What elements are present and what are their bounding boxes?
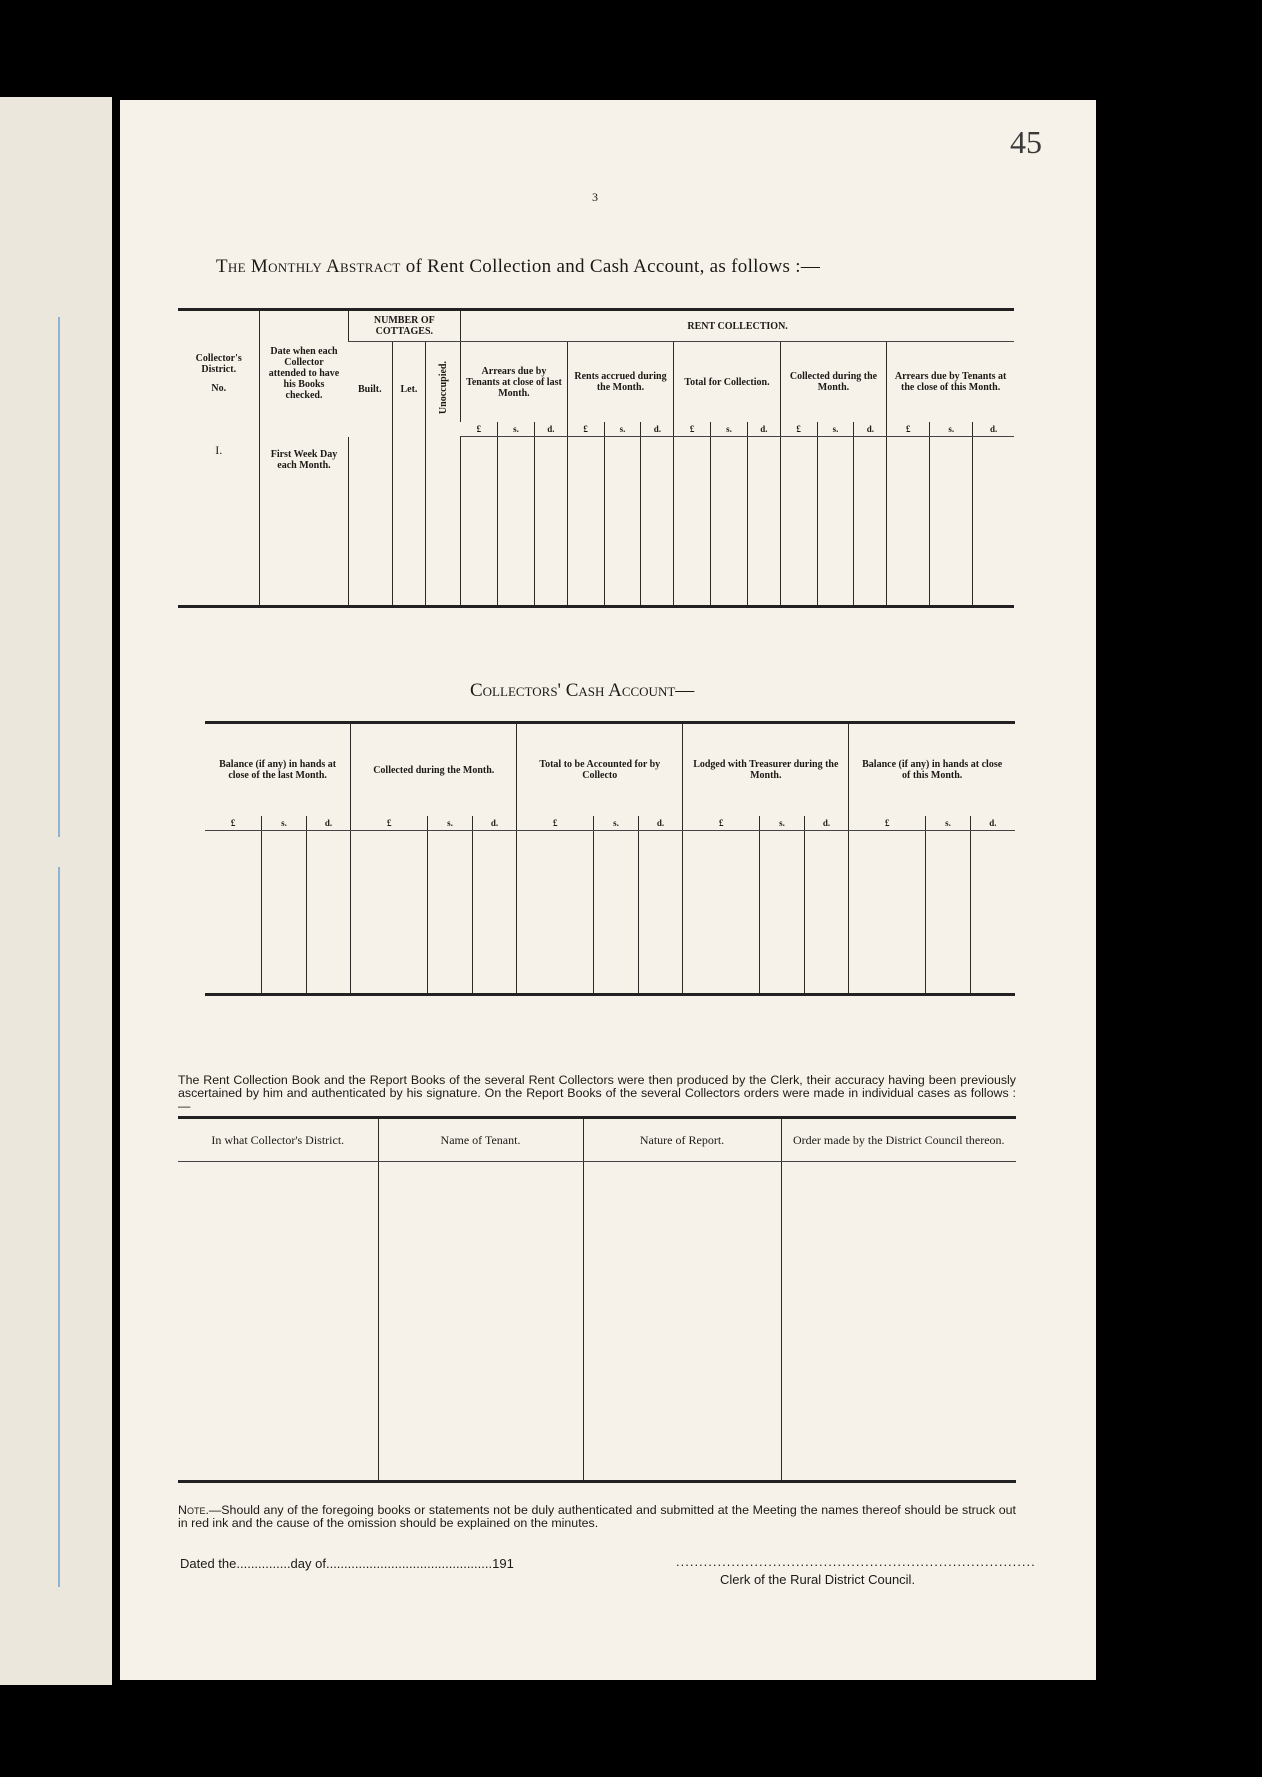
note-text: —Should any of the foregoing books or statements not be duly authenticated and submitted at the Meeting the names thereof should be struck out in red ink and the cause of the omission should be explained on the minutes. (178, 1503, 1016, 1531)
unit-pounds: £ (461, 422, 498, 437)
report-paragraph: The Rent Collection Book and the Report Books of the several Rent Collectors were then produced by the Clerk, their accuracy having been previously ascertained by him and authenticated by his signature. On the Report Books of the several Collectors orders were made in individual cases as follows :— (178, 1073, 1016, 1114)
rent-col-accrued: Rents accrued during the Month. (567, 342, 674, 423)
clerk-signature-label: Clerk of the Rural District Council. (720, 1572, 916, 1587)
report-table (178, 1116, 1016, 1483)
unit-pounds: £ (849, 816, 926, 831)
report-col-nature: Nature of Report. (583, 1118, 781, 1162)
page-number: 45 (1010, 124, 1042, 160)
unit-pounds: £ (351, 816, 428, 831)
col-district-label: Collector's District. (195, 353, 242, 376)
title-lead: The Monthly Abstract (216, 256, 401, 277)
left-page-edge (0, 97, 112, 1685)
unit-pence: d. (804, 816, 849, 831)
row-date: First Week Day each Month. (260, 437, 348, 607)
table-row (178, 1162, 1016, 1482)
col-unoccupied (426, 342, 461, 437)
unit-shillings: s. (760, 816, 805, 831)
report-col-tenant: Name of Tenant. (378, 1118, 583, 1162)
page-title (216, 256, 820, 278)
unit-shillings: s. (498, 422, 535, 437)
cash-col-total: Total to be Accounted for by Collecto (517, 723, 683, 817)
report-col-district: In what Collector's District. (178, 1118, 378, 1162)
col-unoccupied-label: Unoccupied. (437, 361, 449, 415)
cottages-group-header: NUMBER OF COTTAGES. (348, 310, 461, 342)
unit-shillings: s. (262, 816, 307, 831)
cash-col-balance-this: Balance (if any) in hands at close of this Month. (849, 723, 1015, 817)
title-rest: of Rent Collection and Cash Account, as follows :— (400, 256, 821, 277)
cash-col-balance-last: Balance (if any) in hands at close of the last Month. (205, 723, 351, 817)
unit-pounds: £ (683, 816, 760, 831)
col-date-header: Date when each Collector attended to have his Books checked. (260, 310, 348, 437)
unit-pence: d. (641, 422, 674, 437)
unit-pence: d. (747, 422, 780, 437)
col-district-header (178, 310, 260, 437)
unit-shillings: s. (926, 816, 971, 831)
unit-shillings: s. (594, 816, 639, 831)
unit-shillings: s. (604, 422, 641, 437)
table-row (205, 831, 1015, 995)
unit-pounds: £ (517, 816, 594, 831)
unit-pence: d. (472, 816, 517, 831)
cash-col-lodged: Lodged with Treasurer during the Month. (683, 723, 849, 817)
rent-group-header: RENT COLLECTION. (461, 310, 1014, 342)
left-page-ruling (0, 867, 60, 1587)
footnote (178, 1504, 1016, 1530)
dated-line: Dated the...............day of..............................................191 (180, 1556, 514, 1571)
rent-col-collected: Collected during the Month. (780, 342, 887, 423)
unit-pounds: £ (674, 422, 711, 437)
col-let: Let. (392, 342, 426, 437)
rent-col-arrears-this: Arrears due by Tenants at the close of this Month. (887, 342, 1014, 423)
unit-shillings: s. (930, 422, 973, 437)
table-row (178, 437, 1014, 607)
col-district-no: No. (211, 383, 227, 395)
unit-pounds: £ (567, 422, 604, 437)
unit-pence: d. (970, 816, 1015, 831)
unit-pence: d. (854, 422, 887, 437)
left-page-ruling (0, 317, 60, 837)
unit-shillings: s. (817, 422, 854, 437)
cash-account-table (205, 721, 1015, 996)
monthly-abstract-table (178, 308, 1014, 608)
unit-pence: d. (638, 816, 683, 831)
col-built: Built. (357, 383, 382, 395)
cash-account-title: Collectors' Cash Account— (470, 680, 695, 701)
cash-col-collected: Collected during the Month. (351, 723, 517, 817)
unit-pounds: £ (205, 816, 262, 831)
unit-pence: d. (973, 422, 1014, 437)
rent-col-total: Total for Collection. (674, 342, 781, 423)
rent-col-arrears-last: Arrears due by Tenants at close of last Month. (461, 342, 568, 423)
note-lead: Note. (178, 1503, 209, 1518)
unit-pence: d. (306, 816, 351, 831)
unit-shillings: s. (428, 816, 473, 831)
row-district: I. (178, 437, 260, 607)
form-page-number: 3 (592, 190, 598, 204)
report-col-order: Order made by the District Council thereon. (781, 1118, 1016, 1162)
unit-pounds: £ (780, 422, 817, 437)
unit-pounds: £ (887, 422, 930, 437)
signature-line: .............................................................................. (676, 1554, 1036, 1569)
unit-pence: d. (534, 422, 567, 437)
unit-shillings: s. (711, 422, 748, 437)
